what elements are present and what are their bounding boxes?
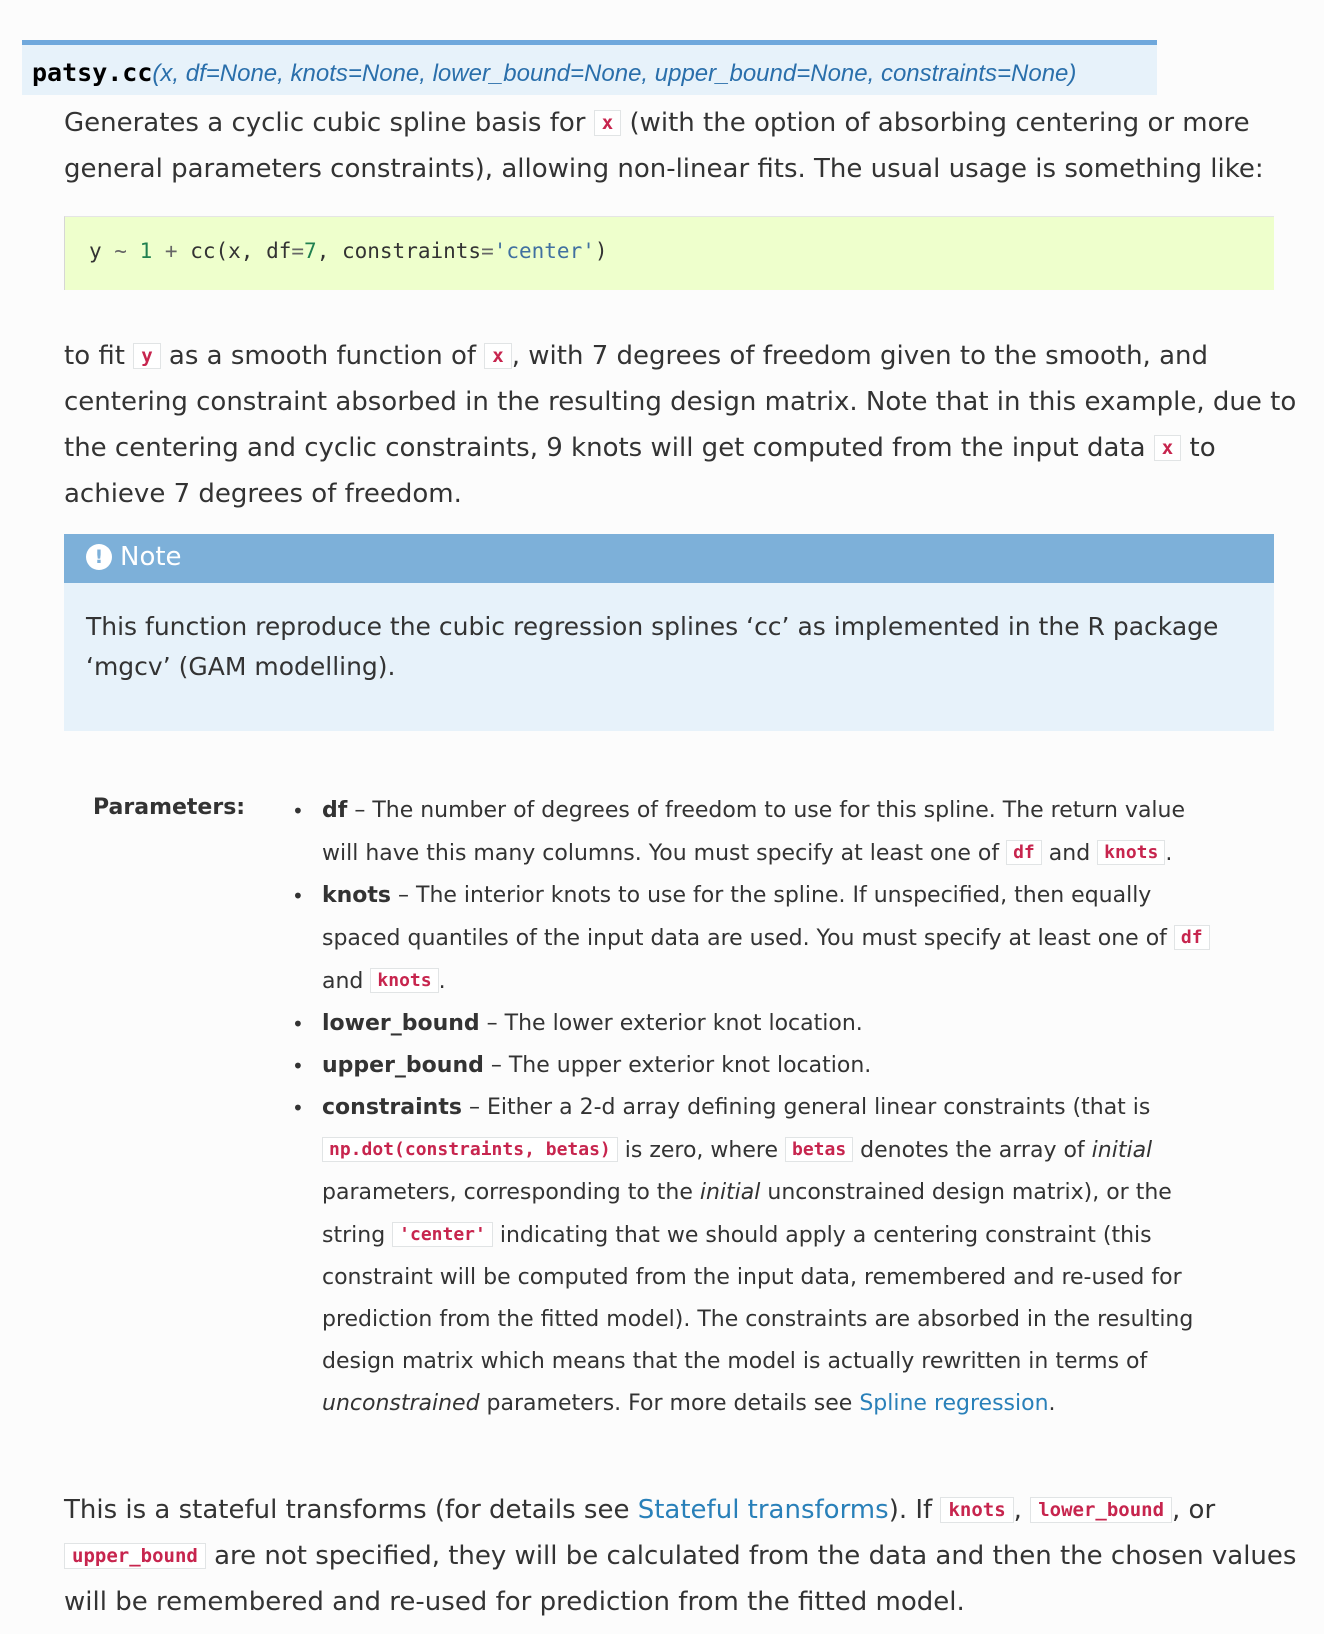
inline-code: 'center'	[392, 1222, 493, 1247]
param-knots: • knots – The interior knots to use for the spline. If unspecified, then equally spaced quantiles of the input data are used. You must specify at least one of df and knots .	[288, 875, 1288, 1003]
inline-code: np.dot(constraints, betas)	[322, 1137, 618, 1162]
inline-code: x	[1154, 435, 1181, 461]
function-signature	[22, 40, 1157, 95]
note-title: Note	[120, 542, 182, 572]
note-header	[64, 534, 1274, 583]
inline-code: y	[133, 343, 160, 369]
spline-regression-link[interactable]: Spline regression	[859, 1391, 1049, 1416]
function-name: patsy.cc	[32, 58, 153, 87]
inline-code: df	[1006, 840, 1042, 865]
param-lower-bound: • lower_bound – The lower exterior knot location.	[292, 1011, 863, 1036]
inline-code: x	[594, 110, 621, 136]
stateful-transforms-link[interactable]: Stateful transforms	[637, 1495, 889, 1525]
stateful-paragraph: This is a stateful transforms (for details see Stateful transforms). If knots , lower_bound , or upper_bound are not specified, they will be calculated from the data and then the chosen values will be remembered and re-used for prediction from the fitted model.	[64, 1495, 1297, 1617]
inline-code: upper_bound	[64, 1543, 206, 1569]
inline-code: lower_bound	[1030, 1497, 1172, 1523]
param-upper-bound: • upper_bound – The upper exterior knot location.	[292, 1053, 872, 1078]
inline-code: x	[484, 343, 511, 369]
parameters-list	[288, 790, 1288, 1425]
fit-paragraph: to fit y as a smooth function of x , with 7 degrees of freedom given to the smooth, and centering constraint absorbed in the resulting design matrix. Note that in this example, due to the centering and cyclic constraints, 9 knots will get computed from the input data x to achieve 7 degrees of freedom.	[64, 341, 1297, 509]
inline-code: knots	[1097, 840, 1165, 865]
param-constraints: • constraints – Either a 2-d array defining general linear constraints (that is np.dot(constraints, betas) is zero, where betas denotes the array of initial parameters, corresponding to the initial unconstrained design matrix), or the string 'center' indicating that we should apply a centering constraint (this constraint will be computed from the input data, remembered and re-used for prediction from the fitted model). The constraints are absorbed in the resulting design matrix which means that the model is actually rewritten in terms of unconstrained parameters. For more details see Spline regression.	[292, 1095, 1194, 1416]
inline-code: knots	[940, 1497, 1013, 1523]
inline-code: df	[1174, 925, 1210, 950]
inline-code: knots	[370, 968, 438, 993]
intro-paragraph: Generates a cyclic cubic spline basis for x (with the option of absorbing centering or more general parameters constraints), allowing non-linear fits. The usual usage is something like:	[64, 108, 1264, 184]
exclamation-circle-icon: !	[86, 544, 112, 570]
code-example: y ~ 1 + cc(x, df=7, constraints='center')	[64, 216, 1274, 290]
note-body: This function reproduce the cubic regression splines ‘cc’ as implemented in the R package ‘mgcv’ (GAM modelling).	[64, 583, 1274, 731]
param-df: • df – The number of degrees of freedom to use for this spline. The return value will have this many columns. You must specify at least one of df and knots .	[292, 798, 1186, 866]
parameters-label: Parameters:	[93, 795, 246, 820]
inline-code: betas	[785, 1137, 853, 1162]
function-params: (x, df=None, knots=None, lower_bound=None, upper_bound=None, constraints=None)	[152, 60, 1077, 87]
